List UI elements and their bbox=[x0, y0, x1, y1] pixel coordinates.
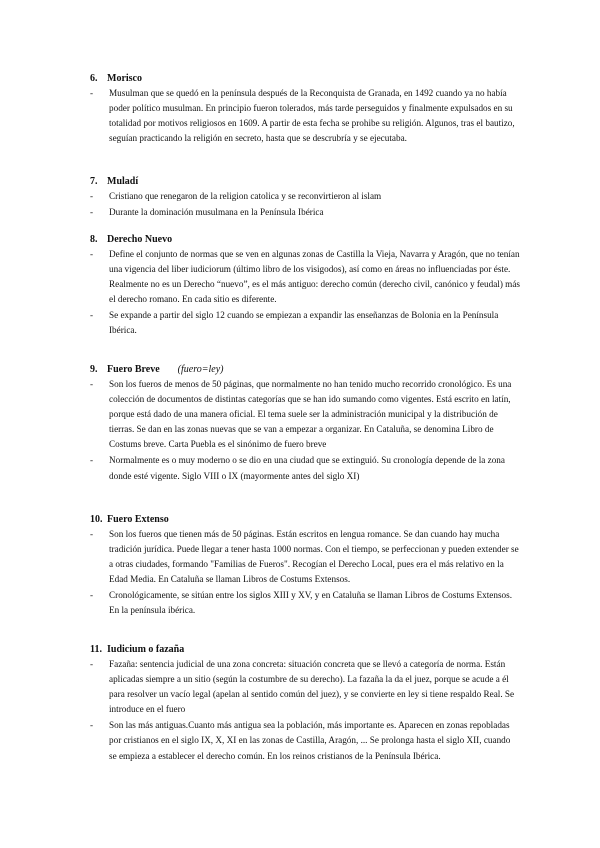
bullet-item bbox=[90, 247, 520, 307]
section-number: 10. bbox=[90, 514, 103, 525]
bullet-text: Fazaña: sentencia judicial de una zona concreta: situación concreta que se llevó a categoría de norma. Están aplicadas siempre a un sitio (según la costumbre de su derecho). La fazaña la da el juez, porque se acude a él para resolver un vacío legal (apelan al sentido común del juez), y se convierte en ley si tiene respaldo Real. Se introduce en el fuero bbox=[109, 659, 515, 715]
bullet-text: Musulman que se quedó en la península después de la Reconquista de Granada, en 1492 cuando ya no había poder político musulman. En principio fueron tolerados, más tarde perseguidos y finalmente expulsados en su totalidad por motivos religiosos en 1609. A partir de esta fecha se prohibe su religión. Algunos, tras el bautizo, seguían practicando la religión en secreto, hasta que se descrubría y se ejecutaba. bbox=[109, 88, 515, 144]
bullet-text: Durante la dominación musulmana en la Península Ibérica bbox=[109, 207, 324, 218]
bullet-text: Cristiano que renegaron de la religion catolica y se reconvirtieron al islam bbox=[109, 191, 382, 201]
section-morisco bbox=[90, 72, 520, 146]
bullet-dash: - bbox=[90, 207, 94, 218]
section-iudicium-fazana bbox=[90, 643, 520, 764]
section-title: Morisco bbox=[107, 73, 142, 84]
bullet-item bbox=[90, 86, 520, 146]
bullet-item bbox=[90, 657, 520, 717]
section-number: 8. bbox=[90, 234, 98, 245]
bullet-dash: - bbox=[90, 455, 94, 466]
section-title: Fuero Breve bbox=[107, 364, 160, 375]
bullet-text: Son los fueros que tienen más de 50 páginas. Están escritos en lengua romance. Se dan cuando hay mucha tradición jurídica. Puede llegar a tener hasta 1000 normas. Con el tiempo, se perfeccionan y pueden extender se a otras ciudades, formando "Familias de Fueros". Recogían el Derecho Local, pues era el más relativo en la Edad Media. En Cataluña se llaman Libros de Costums Extensos. bbox=[109, 529, 519, 585]
section-number: 6. bbox=[90, 73, 98, 84]
bullet-item bbox=[90, 718, 520, 763]
bullet-text: Se expande a partir del siglo 12 cuando se empiezan a expandir las enseñanzas de Bolonia en la Península Ibérica. bbox=[109, 310, 499, 336]
section-heading bbox=[90, 175, 520, 188]
section-number: 9. bbox=[90, 364, 98, 375]
bullet-dash: - bbox=[90, 720, 94, 731]
bullet-item bbox=[90, 308, 520, 338]
bullet-dash: - bbox=[90, 590, 94, 601]
bullet-item bbox=[90, 205, 520, 220]
bullet-text: Define el conjunto de normas que se ven en algunas zonas de Castilla la Vieja, Navarra y Aragón, que no tenían una vigencia del liber iudiciorum (último libro de los visigodos), así como en áreas no influenciadas por éste. Realmente no es un Derecho “nuevo”, es el más antiguo: derecho común (derecho civil, canónico y feudal) más el derecho romano. En cada sitio es diferente. bbox=[109, 249, 520, 305]
bullet-text: Cronológicamente, se sitúan entre los siglos XIII y XV, y en Cataluña se llaman Libros de Costums Extensos. En la península ibérica. bbox=[109, 590, 512, 616]
section-heading bbox=[90, 72, 520, 85]
section-title: Iudicium o fazaña bbox=[107, 644, 185, 655]
bullet-text: Normalmente es o muy moderno o se dio en una ciudad que se extinguió. Su cronología depende de la zona donde esté vigente. Siglo VIII o IX (mayormente antes del siglo XI) bbox=[109, 455, 505, 481]
section-muladi bbox=[90, 175, 520, 220]
section-heading bbox=[90, 643, 520, 656]
bullet-dash: - bbox=[90, 88, 94, 98]
bullet-item bbox=[90, 527, 520, 587]
section-number: 7. bbox=[90, 176, 98, 187]
bullet-dash: - bbox=[90, 249, 94, 259]
section-heading bbox=[90, 233, 520, 246]
section-heading bbox=[90, 513, 520, 526]
section-title: Derecho Nuevo bbox=[107, 234, 173, 245]
section-note: (fuero=ley) bbox=[177, 364, 224, 375]
bullet-dash: - bbox=[90, 310, 94, 321]
bullet-dash: - bbox=[90, 191, 94, 201]
section-title: Fuero Extenso bbox=[107, 514, 169, 525]
section-number: 11. bbox=[90, 644, 102, 655]
bullet-item bbox=[90, 453, 520, 483]
section-derecho-nuevo bbox=[90, 233, 520, 339]
bullet-dash: - bbox=[90, 379, 94, 389]
bullet-item bbox=[90, 377, 520, 452]
bullet-text: Son los fueros de menos de 50 páginas, que normalmente no han tenido mucho recorrido cronológico. Es una colección de documentos de distintas categorías que se han ido sumando como vigentes. Está escrito en latín, porque está dado de una manera oficial. El tema suele ser la administración municipal y la distribución de tierras. Se dan en las zonas nuevas que se van a empezar a organizar. En Cataluña, se denomina Libro de Costums breve. Carta Puebla es el sinónimo de fuero breve bbox=[109, 379, 512, 450]
section-fuero-extenso bbox=[90, 513, 520, 619]
section-fuero-breve bbox=[90, 363, 520, 484]
bullet-item bbox=[90, 588, 520, 618]
bullet-item bbox=[90, 189, 520, 204]
section-title: Muladí bbox=[107, 176, 139, 187]
bullet-dash: - bbox=[90, 659, 94, 669]
bullet-dash: - bbox=[90, 529, 94, 539]
bullet-text: Son las más antiguas.Cuanto más antigua sea la población, más importante es. Aparecen en zonas repobladas por cristianos en el siglo IX, X, XI en las zonas de Castilla, Aragón, ... Se prolonga hasta el siglo XII, cuando se empieza a establecer el derecho común. En los reinos cristianos de la Península Ibérica. bbox=[109, 720, 511, 761]
section-heading bbox=[90, 363, 520, 376]
